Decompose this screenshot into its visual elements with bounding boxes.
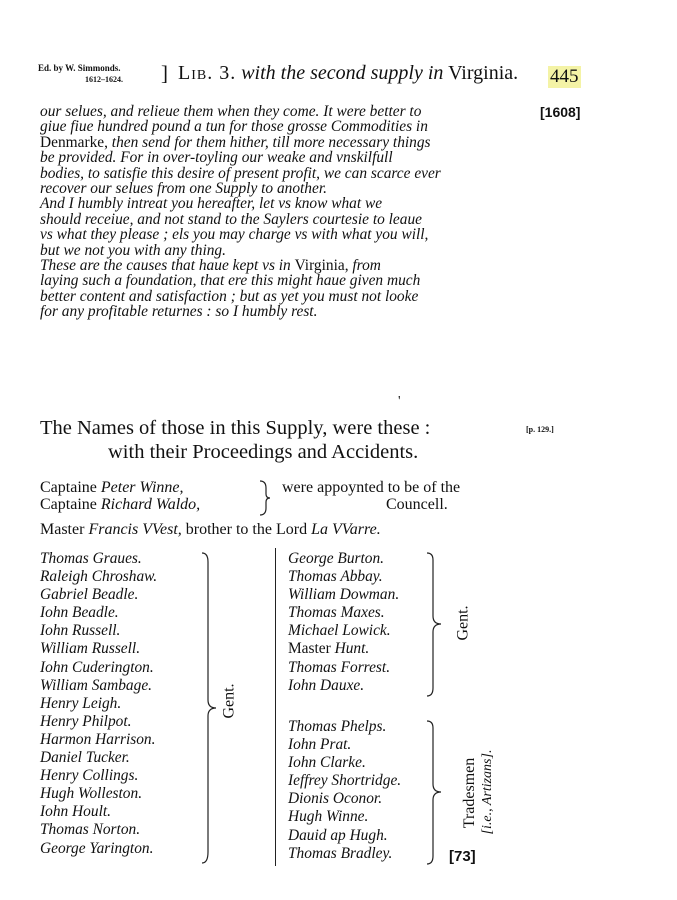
running-title (178, 62, 518, 85)
person-name: Dauid ap Hugh. (288, 826, 388, 844)
names-section-title: The Names of those in this Supply, were these : (40, 417, 431, 439)
person-name: Iohn Hoult. (40, 803, 111, 821)
council-title: Captaine (40, 479, 101, 496)
body-line (40, 135, 520, 150)
body-text-run: Denmarke, (40, 133, 108, 151)
body-text-run: should receiue, and not stand to the Saylers courtesie to leaue (40, 210, 422, 228)
council-member-1 (40, 479, 184, 497)
body-text-run: then send for them hither, till more necessary things (107, 133, 431, 151)
master-west-line (40, 521, 381, 539)
person-name: Thomas Graues. (40, 550, 142, 567)
master-title: Master (40, 521, 89, 538)
body-line (40, 212, 520, 227)
person-name: Iohn Beadle. (40, 604, 119, 622)
right-gent-label: Gent. (454, 605, 472, 641)
body-text-run: for any profitable returnes : so I humbly rest. (40, 303, 318, 321)
body-text-run: giue fiue hundred pound a tun for those grosse Commodities in (40, 118, 428, 136)
body-line (40, 273, 520, 288)
body-text-run: And I humbly intreat you hereafter, let vs know what we (40, 195, 383, 213)
separator-mark: ' (398, 394, 401, 409)
body-line (40, 119, 520, 134)
body-text-run: from (348, 257, 381, 275)
body-text-run: laying such a foundation, that ere this might haue given much (40, 272, 421, 290)
body-text-run: Virginia, (294, 257, 349, 275)
person-name: Henry Leigh. (40, 694, 122, 712)
body-line (40, 304, 520, 319)
body-line (40, 243, 520, 258)
body-text-run: These are the causes that haue kept vs in (40, 257, 295, 275)
person-name: Michael Lowick. (288, 622, 391, 640)
person-name: Iohn Dauxe. (288, 676, 365, 694)
council-brace (258, 480, 272, 516)
person-name: Iohn Cuderington. (40, 658, 154, 676)
person-name: William Russell. (40, 640, 141, 658)
running-title-place: Virginia. (448, 62, 519, 84)
names-section-subtitle: with their Proceedings and Accidents. (108, 441, 419, 463)
editor-years: 1612–1624. (85, 75, 123, 84)
body-line (40, 258, 520, 273)
person-name (288, 640, 399, 658)
body-line (40, 150, 520, 165)
body-text-run: bodies, to satisfie this desire of present profit, we can scarce ever (40, 164, 441, 182)
master-relation: brother to the Lord (181, 521, 312, 538)
column-divider (275, 548, 276, 866)
person-name: William Dowman. (288, 586, 400, 604)
letter-body (40, 104, 520, 320)
person-name: Henry Collings. (40, 767, 139, 785)
council-member-2 (40, 496, 200, 514)
person-name: Dionis Oconor. (288, 790, 383, 808)
left-names-list (40, 550, 157, 858)
person-name: Henry Philpot. (40, 712, 132, 730)
body-line (40, 227, 520, 242)
left-gent-bracket (200, 552, 222, 864)
person-name: Gabriel Beadle. (40, 586, 139, 604)
tradesmen-label: Tradesmen (461, 757, 478, 829)
book-number: Lib. 3. (178, 62, 237, 84)
body-text-run: be provided. For in over-toyling our weake and vnskilfull (40, 149, 393, 167)
person-name: George Yarington. (40, 839, 154, 857)
body-text-run: our selues, and relieue them when they come. It were better to (40, 103, 422, 120)
person-title: Master (288, 640, 335, 658)
person-name: Hugh Wolleston. (40, 785, 143, 803)
council-note-line-2: Councell. (386, 496, 448, 513)
header-bracket: ] (161, 61, 168, 85)
right-gent-bracket (425, 552, 447, 697)
council-title: Captaine (40, 496, 101, 513)
council-name: Peter Winne, (100, 479, 184, 496)
person-name: Raleigh Chroshaw. (40, 568, 158, 586)
body-text-run: better content and satisfaction ; but as yet you must not looke (40, 287, 419, 305)
person-name: Ieffrey Shortridge. (288, 772, 402, 790)
running-title-italic: with the second supply in (241, 62, 444, 84)
margin-page-bottom: [73] (449, 848, 476, 865)
body-line (40, 181, 520, 196)
person-name: Iohn Prat. (288, 736, 352, 754)
lord-name: La VVarre. (311, 521, 381, 538)
left-gent-label: Gent. (220, 683, 238, 719)
person-surname: Hunt. (334, 640, 370, 658)
body-text-run: vs what they please ; els you may charge vs with what you will, (40, 226, 429, 244)
person-name: Thomas Norton. (40, 821, 141, 839)
artizans-label: [i.e., Artizans]. (480, 749, 495, 835)
person-name: George Burton. (288, 550, 385, 567)
person-name: Hugh Winne. (288, 808, 369, 826)
tradesmen-list (288, 718, 401, 863)
person-name: Iohn Russell. (40, 622, 121, 640)
person-name: Thomas Forrest. (288, 658, 391, 676)
master-name: Francis VVest, (88, 521, 182, 538)
person-name: Iohn Clarke. (288, 754, 366, 772)
margin-page-ref: [p. 129.] (526, 425, 554, 434)
person-name: Thomas Abbay. (288, 568, 383, 586)
council-name: Richard Waldo, (100, 496, 201, 513)
body-text-run: recover our selues from one Supply to another. (40, 180, 327, 198)
body-text-run: but we not you with any thing. (40, 241, 226, 259)
page-number: 445 (550, 66, 579, 87)
body-line (40, 289, 520, 304)
person-name: Harmon Harrison. (40, 730, 156, 748)
body-line (40, 196, 520, 211)
editor-credit: Ed. by W. Simmonds. (38, 63, 121, 73)
tradesmen-bracket (425, 720, 447, 865)
margin-year: [1608] (540, 104, 581, 120)
council-note-line-1: were appoynted to be of the (282, 479, 461, 496)
person-name: Thomas Phelps. (288, 718, 387, 735)
person-name: William Sambage. (40, 676, 153, 694)
person-name: Daniel Tucker. (40, 749, 130, 767)
body-line (40, 166, 520, 181)
person-name: Thomas Bradley. (288, 844, 393, 862)
body-line (40, 104, 520, 119)
person-name: Thomas Maxes. (288, 604, 385, 622)
right-gent-list (288, 550, 399, 695)
